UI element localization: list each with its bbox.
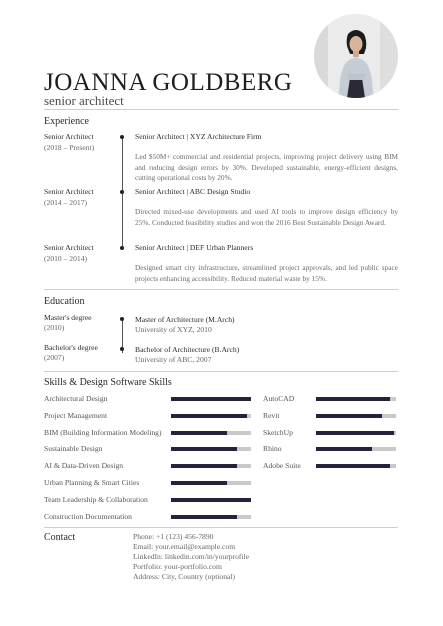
person-illustration-icon <box>314 14 398 98</box>
skill-bar <box>171 481 251 485</box>
skill-bar-fill <box>171 515 237 519</box>
timeline-dot <box>120 246 124 250</box>
experience-years: (2014 – 2017) <box>44 198 88 207</box>
education-degree: Master's degree <box>44 313 92 322</box>
education-degree-title: Master of Architecture (M.Arch) <box>135 315 235 324</box>
profile-photo <box>314 14 398 98</box>
education-divider <box>44 371 398 372</box>
skill-bar <box>316 464 396 468</box>
skill-bar-fill <box>316 431 394 435</box>
experience-description: Designed smart city infrastructure, streamlined project approvals, and led public space projects enhancing accessibility. Reduced material waste by 15%. <box>135 263 398 283</box>
timeline-dot <box>120 190 124 194</box>
experience-years: (2010 – 2014) <box>44 254 88 263</box>
skill-bar <box>171 515 251 519</box>
experience-role: Senior Architect <box>44 243 94 252</box>
contact-address: Address: City, Country (optional) <box>133 572 236 581</box>
skill-bar <box>171 431 251 435</box>
skill-name: Adobe Suite <box>263 461 301 471</box>
timeline-dot <box>120 317 124 321</box>
contact-phone: Phone: +1 (123) 456-7890 <box>133 532 214 541</box>
contact-portfolio: Portfolio: your-portfolio.com <box>133 562 222 571</box>
experience-heading: Senior Architect | DEF Urban Planners <box>135 243 254 252</box>
skill-bar-fill <box>316 414 382 418</box>
skills-divider <box>44 527 398 528</box>
header-divider <box>44 109 398 110</box>
timeline-dot <box>120 135 124 139</box>
skill-name: Project Management <box>44 410 108 420</box>
skill-name: Construction Documentation <box>44 511 132 521</box>
contact-title: Contact <box>44 532 76 543</box>
skill-bar <box>316 397 396 401</box>
skill-bar-fill <box>171 447 237 451</box>
skill-name: AI & Data-Driven Design <box>44 461 124 471</box>
contact-email: Email: your.email@example.com <box>133 542 236 551</box>
skill-bar <box>171 397 251 401</box>
experience-heading: Senior Architect | ABC Design Studio <box>135 187 251 196</box>
skill-name: Urban Planning & Smart Cities <box>44 478 140 487</box>
experience-role: Senior Architect <box>44 187 94 196</box>
skill-name: Revit <box>263 410 280 420</box>
education-degree-title: Bachelor of Architecture (B.Arch) <box>135 345 240 354</box>
skill-bar-fill <box>171 464 237 468</box>
experience-years: (2018 – Present) <box>44 143 95 152</box>
experience-role: Senior Architect <box>44 132 94 141</box>
education-degree: Bachelor's degree <box>44 343 98 352</box>
skill-bar-fill <box>171 414 247 418</box>
skill-bar <box>316 447 396 451</box>
skill-name: Architectural Design <box>44 394 108 403</box>
skill-bar-fill <box>171 397 251 401</box>
skill-bar <box>171 498 251 502</box>
skill-name: Team Leadership & Collaboration <box>44 494 148 504</box>
skill-bar <box>171 464 251 468</box>
experience-title: Experience <box>44 116 89 127</box>
skills-title: Skills & Design Software Skills <box>44 377 172 388</box>
skill-bar-fill <box>316 447 372 451</box>
timeline-dot <box>120 347 124 351</box>
experience-description: Led $50M+ commercial and residential projects, improving project delivery using BIM and reducing design errors by 30%. Developed sustainable, energy-efficient designs, cutting operational costs by 20%. <box>135 152 398 183</box>
skill-name: BIM (Building Information Modeling) <box>44 427 162 437</box>
skill-bar <box>316 431 396 435</box>
skill-bar-fill <box>316 397 390 401</box>
candidate-name: JOANNA GOLDBERG <box>44 69 293 96</box>
skill-bar-fill <box>171 498 251 502</box>
education-school: University of ABC, 2007 <box>135 355 212 364</box>
education-school: University of XYZ, 2010 <box>135 325 212 334</box>
skill-name: Sustainable Design <box>44 444 103 454</box>
education-title: Education <box>44 296 85 307</box>
contact-linkedin: LinkedIn: linkedin.com/in/yourprofile <box>133 552 249 561</box>
skill-name: AutoCAD <box>263 394 295 403</box>
skill-name: Rhino <box>263 444 282 454</box>
experience-heading: Senior Architect | XYZ Architecture Firm <box>135 132 262 141</box>
education-year: (2010) <box>44 323 65 332</box>
candidate-role: senior architect <box>44 93 124 108</box>
education-year: (2007) <box>44 353 65 362</box>
skill-bar <box>171 414 251 418</box>
experience-divider <box>44 289 398 290</box>
skill-bar-fill <box>316 464 390 468</box>
skill-bar-fill <box>171 481 227 485</box>
skill-bar <box>316 414 396 418</box>
skill-bar-fill <box>171 431 227 435</box>
experience-description: Directed mixed-use developments and used AI tools to improve design efficiency by 25%. Conducted feasibility studies and won the 2016 Best Sustainable Design Award. <box>135 207 398 227</box>
skill-bar <box>171 447 251 451</box>
skill-name: SketchUp <box>263 427 293 437</box>
